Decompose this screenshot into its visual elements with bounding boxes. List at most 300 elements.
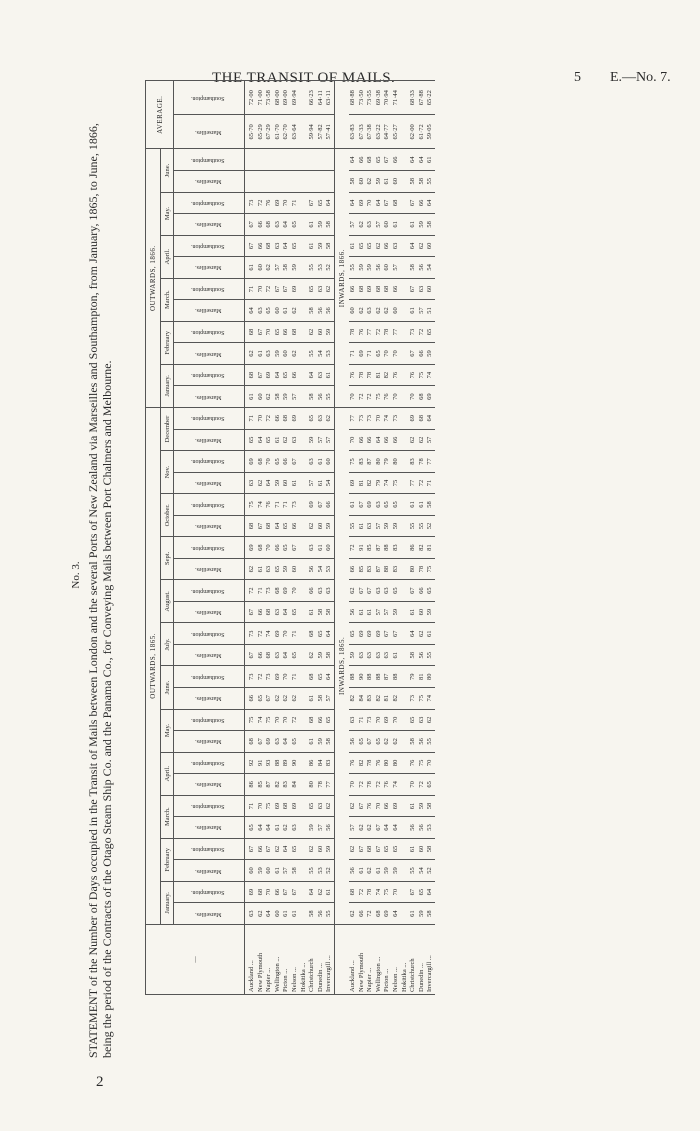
cell-value: 55	[418, 515, 427, 537]
cell-value	[257, 149, 266, 171]
cell-value: 80	[392, 752, 401, 774]
cell-value: 72	[366, 903, 375, 925]
cell-value: 60	[383, 257, 392, 279]
cell-average: 63·11	[325, 81, 334, 115]
cell-value: 72	[257, 623, 266, 645]
cell-value: 63	[291, 429, 300, 451]
cell-value: 65	[317, 666, 326, 688]
cell-value: 70	[257, 278, 266, 300]
cell-average	[300, 81, 309, 115]
cell-value: 57	[426, 429, 435, 451]
cell-value: 77	[426, 451, 435, 473]
cell-value: 66	[308, 580, 317, 602]
cell-value: 74	[375, 881, 384, 903]
cell-value: 72	[358, 881, 367, 903]
cell-value: 65	[291, 644, 300, 666]
cell-value: 62	[308, 321, 317, 343]
cell-value: 55	[308, 860, 317, 882]
cell-value: 73	[265, 580, 274, 602]
cell-value: 62	[349, 838, 358, 860]
table-row	[257, 81, 266, 995]
cell-value: 70	[282, 192, 291, 214]
cell-value: 83	[282, 774, 291, 796]
cell-value: 83	[409, 451, 418, 473]
cell-value: 69	[245, 537, 257, 559]
cell-value: 62	[308, 644, 317, 666]
cell-value: 68	[308, 709, 317, 731]
sub-label: Marseilles.	[194, 178, 222, 185]
cell-value: 66	[257, 838, 266, 860]
cell-value: 84	[317, 752, 326, 774]
cell-value: 80	[426, 666, 435, 688]
cell-value: 71	[245, 795, 257, 817]
cell-value: 71	[426, 472, 435, 494]
cell-value: 86	[245, 774, 257, 796]
cell-value: 72	[418, 774, 427, 796]
port-name: Invercargill ...	[325, 924, 334, 994]
cell-value: 69	[274, 795, 283, 817]
sub-label: Marseilles.	[194, 566, 222, 573]
table-row	[325, 81, 334, 995]
cell-value: 59	[392, 515, 401, 537]
cell-value: 82	[349, 688, 358, 710]
cell-average: 73·58	[265, 81, 274, 115]
cell-value: 60	[317, 321, 326, 343]
cell-value	[291, 171, 300, 193]
cell-value: 61	[274, 429, 283, 451]
cell-value: 67	[358, 838, 367, 860]
table-row	[282, 81, 291, 995]
cell-value: 68	[392, 192, 401, 214]
cell-value: 81	[358, 472, 367, 494]
cell-value: 69	[265, 364, 274, 386]
cell-value	[401, 709, 410, 731]
cell-value: 72	[418, 321, 427, 343]
month-1865-7: August.	[161, 580, 174, 623]
cell-value: 77	[409, 472, 418, 494]
sub-label: Marseilles.	[194, 128, 222, 135]
cell-value: 59	[418, 795, 427, 817]
cell-value	[401, 257, 410, 279]
cell-value: 56	[308, 558, 317, 580]
cell-value: 69	[426, 386, 435, 408]
cell-value: 56	[325, 300, 334, 322]
cell-value: 70	[282, 623, 291, 645]
port-name: Auckland ...	[245, 924, 257, 994]
cell-value: 61	[308, 601, 317, 623]
cell-value: 62	[274, 688, 283, 710]
cell-value: 78	[317, 774, 326, 796]
month-1865-10: Nov.	[161, 451, 174, 494]
cell-value: 63	[274, 644, 283, 666]
cell-value: 68	[257, 537, 266, 559]
cell-average: 68·00	[274, 81, 283, 115]
cell-value: 67	[257, 364, 266, 386]
cell-value: 62	[282, 817, 291, 839]
cell-value	[401, 278, 410, 300]
cell-value: 66	[392, 429, 401, 451]
cell-value: 60	[426, 278, 435, 300]
cell-value: 74	[383, 472, 392, 494]
cell-value: 61	[383, 171, 392, 193]
cell-value: 69	[383, 709, 392, 731]
cell-value: 62	[418, 235, 427, 257]
cell-value: 73	[291, 494, 300, 516]
cell-value: 64	[349, 192, 358, 214]
cell-value	[300, 795, 309, 817]
cell-value: 75	[265, 795, 274, 817]
cell-value: 59	[418, 214, 427, 236]
cell-value	[401, 580, 410, 602]
sub-marseilles	[174, 472, 245, 494]
cell-value: 76	[409, 364, 418, 386]
cell-value: 58	[325, 601, 334, 623]
cell-value: 58	[325, 235, 334, 257]
cell-value	[300, 451, 309, 473]
cell-value	[300, 515, 309, 537]
cell-value: 62	[366, 171, 375, 193]
cell-value: 57	[349, 817, 358, 839]
month-1865-9: October.	[161, 494, 174, 537]
cell-value: 54	[325, 472, 334, 494]
cell-value: 67	[409, 192, 418, 214]
cell-value: 64	[282, 601, 291, 623]
cell-average: 63·22	[375, 115, 384, 149]
cell-value: 64	[245, 300, 257, 322]
cell-average: 64·11	[317, 81, 326, 115]
cell-value: 66	[418, 192, 427, 214]
cell-value: 65	[409, 709, 418, 731]
cell-value: 66	[257, 644, 266, 666]
cell-value: 88	[366, 666, 375, 688]
cell-value	[282, 171, 291, 193]
cell-value: 63	[375, 580, 384, 602]
cell-value	[401, 795, 410, 817]
sub-label: Marseilles.	[194, 350, 222, 357]
cell-value: 76	[392, 364, 401, 386]
cell-value: 62	[375, 300, 384, 322]
cell-value: 88	[383, 537, 392, 559]
cell-value: 75	[418, 688, 427, 710]
cell-value: 66	[366, 429, 375, 451]
cell-value: 58	[308, 903, 317, 925]
cell-value: 65	[426, 580, 435, 602]
cell-value	[300, 709, 309, 731]
cell-value: 63	[392, 235, 401, 257]
cell-value: 65	[308, 795, 317, 817]
sub-southampton	[174, 795, 245, 817]
cell-value: 76	[409, 752, 418, 774]
cell-average: 57·41	[325, 115, 334, 149]
cell-value: 69	[366, 278, 375, 300]
cell-value: 63	[245, 472, 257, 494]
cell-value: 69	[409, 407, 418, 429]
port-name: New Plymouth	[257, 924, 266, 994]
port-name: Picton ...	[282, 924, 291, 994]
cell-value: 70	[349, 429, 358, 451]
cell-value: 63	[274, 601, 283, 623]
cell-value: 62	[349, 580, 358, 602]
cell-value: 60	[257, 386, 266, 408]
cell-value: 67	[245, 235, 257, 257]
cell-value: 57	[392, 257, 401, 279]
cell-value: 59	[383, 515, 392, 537]
cell-value: 53	[317, 860, 326, 882]
cell-value: 61	[409, 300, 418, 322]
cell-value	[401, 364, 410, 386]
cell-value: 70	[392, 386, 401, 408]
cell-value: 77	[349, 407, 358, 429]
cell-value: 56	[317, 300, 326, 322]
cell-value: 61	[418, 494, 427, 516]
cell-value: 87	[383, 666, 392, 688]
cell-value: 73	[392, 407, 401, 429]
cell-value: 68	[358, 278, 367, 300]
cell-value: 64	[375, 192, 384, 214]
cell-value: 67	[317, 494, 326, 516]
cell-value: 67	[265, 838, 274, 860]
cell-value: 68	[375, 903, 384, 925]
cell-value: 70	[392, 709, 401, 731]
sub-label: Marseilles.	[194, 867, 222, 874]
cell-value: 83	[366, 688, 375, 710]
sub-label: Marseilles.	[194, 910, 222, 917]
cell-value: 80	[308, 774, 317, 796]
cell-value: 62	[358, 214, 367, 236]
cell-value: 67	[358, 795, 367, 817]
cell-value: 71	[257, 580, 266, 602]
cell-value	[300, 623, 309, 645]
cell-value: 62	[366, 817, 375, 839]
cell-value: 68	[265, 214, 274, 236]
cell-value: 67	[245, 601, 257, 623]
cell-value: 65	[392, 580, 401, 602]
cell-value	[401, 494, 410, 516]
cell-value: 65	[392, 838, 401, 860]
sub-southampton	[174, 192, 245, 214]
table-row	[409, 81, 418, 995]
cell-value: 67	[291, 451, 300, 473]
sub-label: Southampton.	[191, 285, 225, 292]
cell-value: 83	[392, 537, 401, 559]
cell-value: 69	[358, 623, 367, 645]
sub-marseilles	[174, 774, 245, 796]
cell-value: 64	[325, 192, 334, 214]
cell-value: 65	[282, 364, 291, 386]
cell-value: 57	[383, 601, 392, 623]
cell-value: 69	[245, 881, 257, 903]
cell-value	[401, 838, 410, 860]
cell-value	[300, 731, 309, 753]
cell-value: 67	[383, 192, 392, 214]
cell-value: 65	[426, 321, 435, 343]
sub-marseilles	[174, 386, 245, 408]
cell-value: 61	[317, 537, 326, 559]
cell-value: 68	[375, 278, 384, 300]
cell-average: 67·88	[418, 81, 427, 115]
cell-value	[300, 666, 309, 688]
cell-value: 56	[418, 817, 427, 839]
cell-value: 65	[274, 321, 283, 343]
cell-value: 69	[366, 494, 375, 516]
cell-value: 73	[245, 623, 257, 645]
sub-label: Southampton.	[191, 199, 225, 206]
cell-value: 74	[426, 364, 435, 386]
cell-value: 63	[317, 795, 326, 817]
cell-value: 64	[375, 429, 384, 451]
cell-value: 65	[426, 774, 435, 796]
cell-value: 81	[375, 364, 384, 386]
port-name: Hokitika ...	[401, 924, 410, 994]
cell-value: 66	[358, 149, 367, 171]
cell-value: 66	[257, 214, 266, 236]
group-outwards-1865: OUTWARDS, 1865.	[146, 407, 161, 924]
cell-average: 65·29	[257, 115, 266, 149]
cell-value: 80	[409, 558, 418, 580]
cell-value: 69	[282, 580, 291, 602]
port-name: Auckland ...	[349, 924, 358, 994]
cell-value: 70	[375, 709, 384, 731]
cell-value: 65	[383, 838, 392, 860]
cell-value: 57	[317, 817, 326, 839]
sub-marseilles	[174, 214, 245, 236]
cell-value: 55	[426, 731, 435, 753]
cell-value: 62	[291, 688, 300, 710]
cell-average: 61·70	[274, 115, 283, 149]
cell-value: 85	[366, 537, 375, 559]
cell-value	[300, 601, 309, 623]
cell-value: 63	[265, 558, 274, 580]
cell-value: 79	[375, 472, 384, 494]
cell-value: 64	[325, 666, 334, 688]
cell-value: 75	[426, 558, 435, 580]
cell-value: 66	[383, 235, 392, 257]
cell-value	[300, 192, 309, 214]
cell-value: 54	[317, 558, 326, 580]
cell-value: 55	[426, 171, 435, 193]
cell-value: 70	[265, 321, 274, 343]
cell-average: 68·33	[409, 81, 418, 115]
cell-average: 67·38	[366, 115, 375, 149]
cell-value: 54	[317, 343, 326, 365]
sub-label: Marseilles.	[194, 781, 222, 788]
cell-value	[300, 278, 309, 300]
cell-value: 65	[274, 558, 283, 580]
cell-value: 68	[418, 407, 427, 429]
sub-southampton	[174, 666, 245, 688]
cell-value: 66	[418, 580, 427, 602]
cell-value: 83	[358, 451, 367, 473]
spacer	[334, 924, 349, 994]
cell-value: 59	[325, 515, 334, 537]
cell-average: 67·33	[358, 115, 367, 149]
cell-value: 62	[349, 795, 358, 817]
cell-value: 57	[291, 386, 300, 408]
sub-label: Southampton.	[191, 759, 225, 766]
cell-value: 59	[392, 860, 401, 882]
cell-value: 68	[257, 451, 266, 473]
cell-value: 68	[265, 515, 274, 537]
page-number: 5	[574, 70, 581, 85]
cell-value: 77	[366, 321, 375, 343]
cell-value: 67	[392, 623, 401, 645]
cell-value: 55	[308, 257, 317, 279]
cell-value: 53	[325, 343, 334, 365]
cell-value: 70	[291, 580, 300, 602]
cell-value: 70	[282, 666, 291, 688]
cell-value: 75	[418, 364, 427, 386]
cell-value: 61	[426, 149, 435, 171]
cell-average: 70·94	[383, 81, 392, 115]
cell-value: 58	[426, 795, 435, 817]
cell-value: 67	[409, 881, 418, 903]
cell-value: 61	[409, 903, 418, 925]
cell-value	[401, 558, 410, 580]
cell-value: 62	[308, 838, 317, 860]
cell-value: 70	[426, 752, 435, 774]
month-1865-11: December	[161, 407, 174, 450]
cell-value: 58	[317, 601, 326, 623]
month-1866-0: January.	[161, 364, 174, 407]
cell-value	[245, 171, 257, 193]
table-row	[349, 81, 358, 995]
cell-value: 63	[366, 515, 375, 537]
port-name: Dunedin ...	[317, 924, 326, 994]
cell-value: 57	[418, 300, 427, 322]
sub-label: Marseilles.	[194, 523, 222, 530]
cell-value: 67	[265, 688, 274, 710]
cell-value: 72	[257, 192, 266, 214]
cell-value: 59	[274, 472, 283, 494]
cell-value: 78	[366, 881, 375, 903]
cell-value: 58	[274, 386, 283, 408]
cell-value: 64	[274, 364, 283, 386]
cell-value	[300, 817, 309, 839]
cell-value: 59	[349, 644, 358, 666]
sub-label: Marseilles.	[194, 695, 222, 702]
cell-value: 63	[317, 580, 326, 602]
cell-value: 69	[349, 472, 358, 494]
cell-value: 60	[325, 537, 334, 559]
cell-value: 58	[282, 257, 291, 279]
cell-value: 52	[325, 257, 334, 279]
cell-value: 64	[426, 881, 435, 903]
cell-value: 63	[375, 644, 384, 666]
cell-value: 56	[418, 731, 427, 753]
cell-value	[300, 149, 309, 171]
cell-value: 65	[265, 300, 274, 322]
cell-value: 73	[358, 407, 367, 429]
cell-value	[300, 881, 309, 903]
cell-value: 82	[366, 472, 375, 494]
cell-value: 75	[245, 494, 257, 516]
cell-value: 69	[375, 623, 384, 645]
cell-average: 69·38	[375, 81, 384, 115]
port-name: Invercargill ...	[426, 924, 435, 994]
port-name: Hokitika ...	[300, 924, 309, 994]
cell-value: 69	[308, 494, 317, 516]
sub-southampton	[174, 81, 245, 115]
cell-value: 75	[418, 752, 427, 774]
cell-value: 67	[358, 494, 367, 516]
cell-value: 68	[383, 278, 392, 300]
cell-value: 67	[383, 149, 392, 171]
cell-value	[401, 515, 410, 537]
cell-value: 66	[325, 494, 334, 516]
cell-value: 62	[409, 429, 418, 451]
cell-value: 62	[418, 429, 427, 451]
sub-label: Southampton.	[191, 242, 225, 249]
